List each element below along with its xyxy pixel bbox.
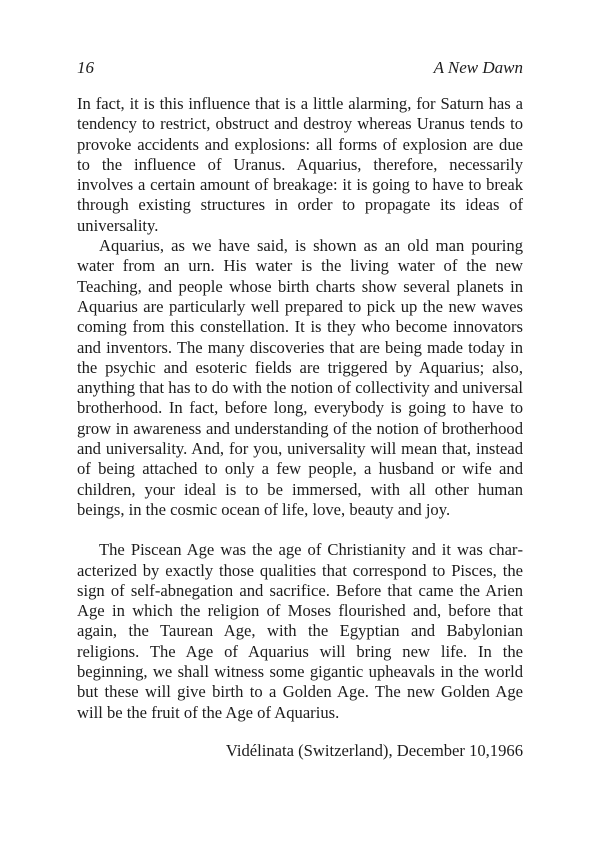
page-number: 16 [77, 58, 94, 77]
paragraph-aquarius-urn: Aquarius, as we have said, is shown as an old man pouring water from an urn. His water is the living water of the new Teaching, and people whose birth charts show several planets in Aquarius are particularly well prepared to pick up the new waves coming from this constellation. It is they who become innovators and inventors. The many discoveries that are being made today in the psychic and esoteric fields are triggered by Aquarius; also, anything that has to do with the notion of collectivity and universal brotherhood. In fact, before long, everybody is going to have to grow in awareness and understanding of the notion of brotherhood and universality. And, for you, universality will mean that, instead of being attached to only a few people, a husband or wife and children, your ideal is to be immersed, with all other human beings, in the cosmic ocean of life, love, beauty and joy. [77, 236, 523, 519]
signature-place-date: Vidélinata (Switzerland), December 10,1966 [225, 740, 523, 760]
paragraph-piscean-age: The Piscean Age was the age of Christianity and it was characterized by exactly those qualities that correspond to Pisces, the sign of self-abnegation and sacrifice. Before that came the Arien Age in which the religion of Moses flourished and, before that again, the Taurean Age, with the Egyptian and Babylonian religions. The Age of Aquarius will bring new life. In the beginning, we shall witness some gigantic upheavals in the world but these will give birth to a Golden Age. The new Golden Age will be the fruit of the Age of Aquarius. [77, 540, 523, 722]
running-head [77, 58, 523, 78]
body-text [77, 94, 523, 723]
paragraph-saturn-uranus: In fact, it is this influence that is a little alarming, for Saturn has a tendency to restrict, obstruct and destroy whereas Uranus tends to provoke accidents and explosions: all forms of explosion are due to the influence of Uranus. Aquarius, therefore, necessarily involves a certain amount of breakage: it is going to have to break through existing structures in order to propagate its ideas of universality. [77, 94, 523, 235]
book-title: A New Dawn [433, 58, 523, 77]
book-page [77, 58, 523, 761]
